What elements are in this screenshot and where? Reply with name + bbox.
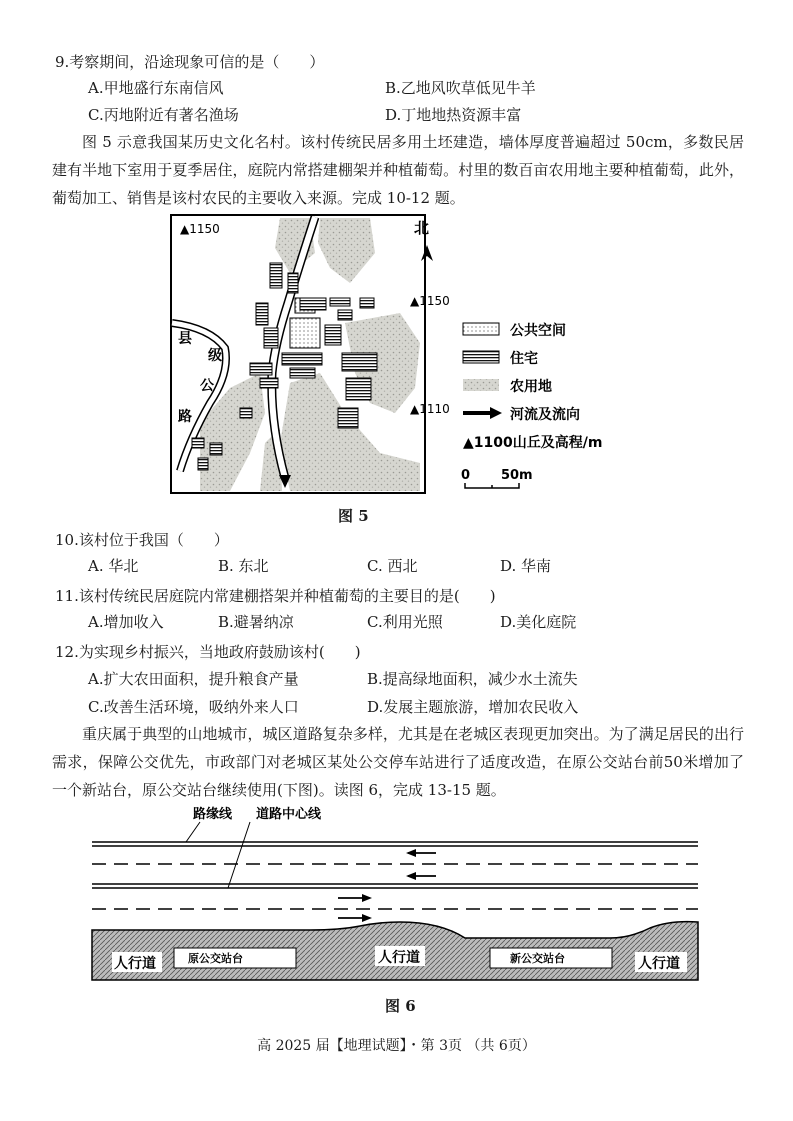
hill-1150-top-left: ▲1150 bbox=[180, 222, 220, 236]
question-10-stem: 10.该村位于我国（ ） bbox=[55, 531, 229, 549]
scale-value: 50 bbox=[501, 468, 520, 483]
figure-5-map bbox=[170, 213, 630, 498]
q9-option-a: A.甲地盛行东南信风 bbox=[88, 79, 224, 97]
scale-zero: 0 bbox=[461, 468, 471, 483]
q12-option-c: C.改善生活环境，吸纳外来人口 bbox=[88, 698, 299, 716]
figure-6-caption: 图 6 bbox=[385, 997, 416, 1015]
road-char-4: 路 bbox=[178, 409, 192, 425]
legend-hill-label: ▲1100山丘及高程/m bbox=[463, 435, 603, 451]
edge-line-label: 路缘线 bbox=[193, 807, 233, 822]
road-char-1: 县 bbox=[178, 331, 192, 347]
legend-river-arrow-icon bbox=[463, 407, 502, 419]
arrow-right-icon-lower bbox=[338, 914, 372, 922]
legend-river-label: 河流及流向 bbox=[510, 407, 580, 423]
q11-option-a: A.增加收入 bbox=[88, 613, 164, 631]
q11-option-c: C.利用光照 bbox=[367, 613, 443, 631]
hill-1110-right: ▲1110 bbox=[410, 402, 450, 416]
old-platform-label: 原公交站台 bbox=[188, 952, 243, 965]
sidewalk-label-middle: 人行道 bbox=[378, 950, 420, 966]
q12-option-d: D.发展主题旅游，增加农民收入 bbox=[367, 698, 579, 716]
legend-public-label: 公共空间 bbox=[510, 323, 566, 339]
figure-5-caption: 图 5 bbox=[338, 507, 369, 525]
sidewalk-label-left: 人行道 bbox=[114, 956, 156, 972]
sidewalk-label-right: 人行道 bbox=[638, 956, 680, 972]
q10-option-c: C. 西北 bbox=[367, 557, 418, 575]
page-footer: 高 2025 届【地理试题】・第 3页 （共 6页） bbox=[257, 1038, 536, 1054]
scale-bar bbox=[465, 483, 519, 488]
legend-residence-label: 住宅 bbox=[510, 351, 538, 367]
legend-farmland-label: 农用地 bbox=[510, 379, 552, 395]
q11-option-d: D.美化庭院 bbox=[500, 613, 577, 631]
intro-paragraph-village: 图 5 示意我国某历史文化名村。该村传统民居多用土坯建造，墙体厚度普遍超过 50cm，多数民居建有半地下室用于夏季居住，庭院内常搭建棚架并种植葡萄。村里的数百亩农用地主要种植葡萄，此外，葡萄加工、销售是该村农民的主要收入来源。完成 10-12 题。 bbox=[52, 133, 744, 207]
hill-1150-right: ▲1150 bbox=[410, 294, 450, 308]
q10-option-a: A. 华北 bbox=[88, 557, 139, 575]
q12-option-b: B.提高绿地面积，减少水土流失 bbox=[367, 670, 578, 688]
q10-option-b: B. 东北 bbox=[218, 557, 269, 575]
q11-option-b: B.避暑纳凉 bbox=[218, 613, 294, 631]
q12-option-a: A.扩大农田面积，提升粮食产量 bbox=[88, 670, 299, 688]
center-line-label: 道路中心线 bbox=[256, 807, 322, 822]
arrow-left-icon-lower bbox=[406, 872, 436, 880]
question-9-stem: 9.考察期间，沿途现象可信的是（ ） bbox=[55, 53, 325, 71]
q10-option-d: D. 华南 bbox=[500, 557, 552, 575]
road-char-3: 公 bbox=[200, 378, 214, 394]
arrow-right-icon-upper bbox=[338, 894, 372, 902]
figure-6-road-diagram bbox=[90, 800, 702, 985]
public-space-block bbox=[290, 318, 320, 348]
north-label: 北 bbox=[414, 219, 430, 237]
legend-residence-swatch bbox=[463, 351, 499, 363]
scale-unit: m bbox=[519, 468, 533, 483]
legend-public-swatch bbox=[463, 323, 499, 335]
question-12-stem: 12.为实现乡村振兴，当地政府鼓励该村( ) bbox=[55, 643, 361, 661]
map-legend bbox=[461, 322, 602, 488]
arrow-left-icon-upper bbox=[406, 849, 436, 857]
question-11-stem: 11.该村传统民居庭院内常建棚搭架并种植葡萄的主要目的是( ) bbox=[55, 587, 496, 605]
q9-option-c: C.丙地附近有著名渔场 bbox=[88, 106, 239, 124]
legend-farmland-swatch bbox=[463, 379, 499, 391]
q9-option-d: D.丁地地热资源丰富 bbox=[385, 106, 522, 124]
q9-option-b: B.乙地风吹草低见牛羊 bbox=[385, 79, 536, 97]
intro-paragraph-chongqing: 重庆属于典型的山地城市，城区道路复杂多样，尤其是在老城区表现更加突出。为了满足居民的出行需求，保障公交优先，市政部门对老城区某处公交停车站进行了适度改造，在原公交站台前50米增加了一个新站台，原公交站台继续使用(下图)。读图 6，完成 13-15 题。 bbox=[52, 725, 744, 799]
road-char-2: 级 bbox=[208, 348, 222, 364]
new-platform-label: 新公交站台 bbox=[510, 952, 565, 965]
